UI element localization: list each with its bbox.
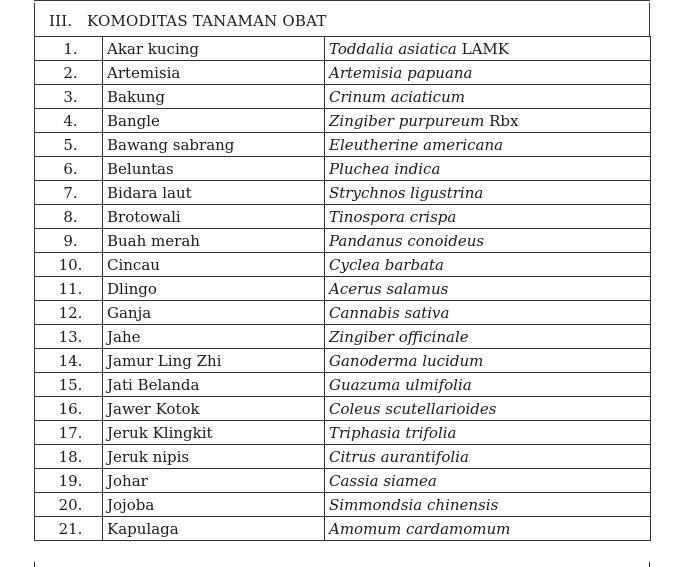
row-number: 7. [35,181,103,205]
row-number: 10. [35,253,103,277]
plant-common-name: Dlingo [103,277,325,301]
plant-scientific-name: Zingiber purpureum [329,111,485,130]
plant-scientific-name: Cannabis sativa [329,303,450,322]
row-number: 6. [35,157,103,181]
plant-scientific-name: Tinospora crispa [329,207,457,226]
row-number: 13. [35,325,103,349]
plant-scientific-name-cell [325,229,651,253]
table-row [35,493,651,517]
plant-common-name: Artemisia [103,61,325,85]
plant-scientific-name: Cassia siamea [329,471,437,490]
row-number: 20. [35,493,103,517]
plant-common-name: Bakung [103,85,325,109]
row-number: 17. [35,421,103,445]
plant-common-name: Cincau [103,253,325,277]
plant-scientific-name-cell [325,205,651,229]
row-number: 4. [35,109,103,133]
table-row [35,157,651,181]
plant-common-name: Jeruk nipis [103,445,325,469]
plant-common-name: Jawer Kotok [103,397,325,421]
table-row [35,373,651,397]
plant-scientific-name-cell [325,109,651,133]
row-number: 19. [35,469,103,493]
table-row [35,133,651,157]
row-number: 5. [35,133,103,157]
plant-scientific-name-cell [325,349,651,373]
plant-scientific-name: Citrus aurantifolia [329,447,469,466]
table-row [35,421,651,445]
plant-scientific-name: Pluchea indica [329,159,441,178]
plant-common-name: Beluntas [103,157,325,181]
table-row [35,325,651,349]
plant-scientific-name: Acerus salamus [329,279,449,298]
row-number: 3. [35,85,103,109]
table-row [35,469,651,493]
plant-scientific-name: Ganoderma lucidum [329,351,484,370]
plant-scientific-name-cell [325,277,651,301]
plant-scientific-name-cell [325,157,651,181]
plant-scientific-name-cell [325,325,651,349]
plant-common-name: Jeruk Klingkit [103,421,325,445]
table-row [35,397,651,421]
plant-scientific-name: Coleus scutellarioides [329,399,497,418]
plant-scientific-name: Pandanus conoideus [329,231,485,250]
plant-scientific-name: Triphasia trifolia [329,423,457,442]
row-number: 11. [35,277,103,301]
plant-scientific-name: Crinum aciaticum [329,87,465,106]
plant-scientific-name-cell [325,517,651,541]
plant-scientific-name-cell [325,181,651,205]
plant-scientific-name-cell [325,61,651,85]
plant-common-name: Jojoba [103,493,325,517]
plant-common-name: Akar kucing [103,37,325,61]
plant-scientific-name-cell [325,133,651,157]
row-number: 16. [35,397,103,421]
table-row [35,349,651,373]
plant-common-name: Jati Belanda [103,373,325,397]
plant-scientific-name-cell [325,445,651,469]
table-row [35,517,651,541]
table-row [35,61,651,85]
table-continuation [34,562,650,567]
plant-common-name: Jahe [103,325,325,349]
row-number: 14. [35,349,103,373]
plant-scientific-name: Cyclea barbata [329,255,444,274]
table-row [35,445,651,469]
plant-author-abbreviation: LAMK [456,39,510,58]
row-number: 8. [35,205,103,229]
plant-scientific-name: Artemisia papuana [329,63,473,82]
table-row [35,229,651,253]
row-number: 12. [35,301,103,325]
table-row [35,277,651,301]
plant-common-name: Jamur Ling Zhi [103,349,325,373]
row-number: 21. [35,517,103,541]
table-row [35,301,651,325]
plant-common-name: Bidara laut [103,181,325,205]
plant-common-name: Kapulaga [103,517,325,541]
plant-common-name: Buah merah [103,229,325,253]
plant-scientific-name: Toddalia asiatica [329,39,457,58]
plant-scientific-name-cell [325,397,651,421]
table-row [35,109,651,133]
plant-scientific-name: Eleutherine americana [329,135,504,154]
section-heading [34,3,650,36]
plant-common-name: Ganja [103,301,325,325]
plant-scientific-name-cell [325,37,651,61]
plant-common-name: Bawang sabrang [103,133,325,157]
plant-author-abbreviation: Rbx [484,111,519,130]
plant-scientific-name: Strychnos ligustrina [329,183,484,202]
commodity-table-body [35,37,651,541]
section-title: KOMODITAS TANAMAN OBAT [87,12,327,30]
plant-scientific-name-cell [325,85,651,109]
plant-scientific-name: Amomum cardamomum [329,519,511,538]
plant-scientific-name-cell [325,301,651,325]
row-number: 2. [35,61,103,85]
table-row [35,181,651,205]
row-number: 15. [35,373,103,397]
plant-scientific-name-cell [325,253,651,277]
plant-scientific-name-cell [325,493,651,517]
plant-common-name: Johar [103,469,325,493]
table-row [35,253,651,277]
plant-common-name: Brotowali [103,205,325,229]
section-number: III. [49,12,73,30]
row-number: 1. [35,37,103,61]
row-number: 18. [35,445,103,469]
plant-scientific-name-cell [325,421,651,445]
commodity-table [34,36,651,541]
table-row [35,85,651,109]
row-number: 9. [35,229,103,253]
table-row [35,205,651,229]
plant-scientific-name: Zingiber officinale [329,327,469,346]
plant-scientific-name-cell [325,373,651,397]
table-row [35,37,651,61]
plant-scientific-name: Simmondsia chinensis [329,495,499,514]
plant-scientific-name-cell [325,469,651,493]
plant-scientific-name: Guazuma ulmifolia [329,375,472,394]
plant-common-name: Bangle [103,109,325,133]
